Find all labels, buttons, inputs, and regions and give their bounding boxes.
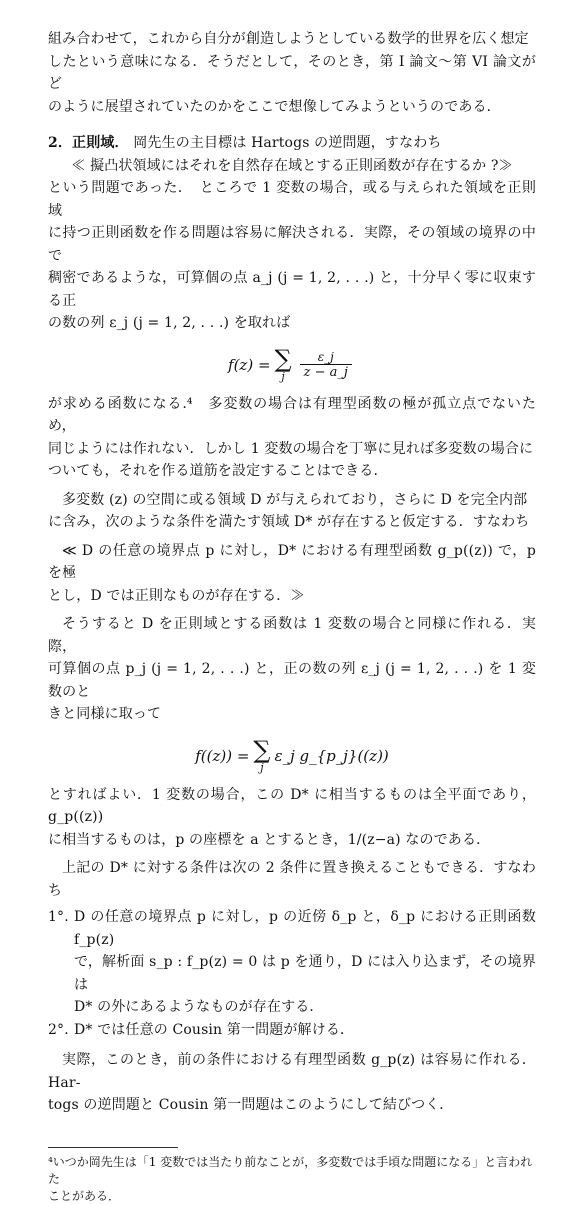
text-line: 可算個の点 p_j (j = 1, 2, . . .) と，正の数の列 ε_j (j = 1, 2, . . .) を 1 変数のと [48, 661, 536, 700]
paragraph-4 [48, 613, 536, 726]
sum-index: j [260, 760, 264, 774]
equation-2 [48, 732, 536, 780]
text-line: togs の逆問題と Cousin 第一問題はこのようにして結びつく． [48, 1097, 454, 1113]
fraction-numerator: ε_j [317, 349, 334, 364]
footnote-divider [48, 1147, 178, 1148]
quote-condition [48, 540, 536, 608]
paragraph-2 [48, 393, 536, 483]
list-item [48, 1019, 536, 1042]
paragraph-5 [48, 784, 536, 852]
section-heading-paragraph [48, 132, 536, 155]
fraction-denominator: z − a_j [303, 364, 348, 380]
summation-symbol: ∑ j [274, 344, 292, 383]
sum-index: j [281, 369, 285, 383]
text-line: ≪ D の任意の境界点 p に対し，D* における有理型函数 g_p((z)) で，p を極 [48, 542, 536, 581]
footnote [48, 1154, 536, 1205]
text-line: 組み合わせて，これから自分が創造しようとしている数学的世界を広く想定 [48, 31, 529, 47]
list-item-label: 1°. [48, 909, 69, 925]
condition-list [48, 906, 536, 1041]
paragraph-7 [48, 1049, 536, 1117]
text-line: 同じようには作れない．しかし 1 変数の場合を丁寧に見れば多変数の場合に [48, 440, 534, 457]
text-line: で，解析面 s_p : f_p(z) = 0 は p を通り，D には入り込まず，その境界は [74, 954, 536, 993]
text-line: そうすると D を正則域とする函数は 1 変数の場合と同様に作れる．実際， [48, 616, 536, 655]
section-heading-text: 岡先生の主目標は Hartogs の逆問題，すなわち [133, 135, 442, 151]
text-line: D の任意の境界点 p に対し，p の近傍 δ_p と，δ_p における正則函数 f_p(z) [74, 909, 536, 948]
text-line: が求める函数になる.⁴ 多変数の場合は有理型函数の極が孤立点でないため， [48, 395, 536, 434]
text-line: とし，D では正則なものが存在する．≫ [48, 587, 305, 604]
paragraph-6: 上記の D* に対する条件は次の 2 条件に置き換えることもできる．すなわち [48, 860, 536, 899]
text-line: の数の列 ε_j (j = 1, 2, . . .) を取れば [48, 315, 291, 331]
equation-rhs: ε_j g_{p_j}((z)) [274, 746, 389, 765]
list-item-label: 2°. [48, 1021, 69, 1038]
text-line: 稠密であるような，可算個の点 a_j (j = 1, 2, . . .) と，十分早く零に収束する正 [48, 270, 536, 309]
footnote-line: ⁴いつか岡先生は「1 変数では当たり前なことが，多変数では手頃な問題になる」と言われた [48, 1154, 533, 1186]
text-line: に含み，次のような条件を満たす領域 D* が存在すると仮定する．すなわち [48, 514, 530, 530]
fraction [300, 350, 352, 380]
text-line: D* の外にあるようなものが存在する． [74, 999, 324, 1015]
quote-problem: ≪ 擬凸状領域にはそれを自然存在域とする正則函数が存在するか ?≫ [71, 157, 513, 174]
list-item [48, 906, 536, 1019]
text-line: という問題であった． ところで 1 変数の場合，或る与えられた領域を正則域 [48, 180, 536, 219]
text-line: に持つ正則函数を作る問題は容易に解決される．実際，その領域の境界の中で [48, 225, 536, 264]
text-line: ついても，それを作る道筋を設定することはできる． [48, 463, 388, 479]
text-line: D* では任意の Cousin 第一問題が解ける． [74, 1021, 355, 1038]
document-page [48, 28, 536, 1205]
text-line: したという意味になる．そうだとして，そのとき，第 I 論文〜第 VI 論文がど [48, 53, 536, 92]
intro-paragraph [48, 28, 536, 118]
section-title: 2．正則域． [48, 135, 129, 151]
equation-1 [48, 341, 536, 389]
text-line: 実際，このとき，前の条件における有理型函数 g_p(z) は容易に作れる．Har- [48, 1052, 536, 1091]
summation-symbol: ∑ j [253, 735, 271, 774]
text-line: とすればよい．1 変数の場合，この D* に相当するものは全平面であり，g_p((z)) [48, 786, 536, 825]
text-line: に相当するものは，p の座標を a とするとき，1/(z−a) なのである． [48, 831, 491, 848]
text-line: きと同様に取って [48, 706, 162, 722]
paragraph-1 [48, 177, 536, 335]
text-line: のように展望されていたのかをここで想像してみようというのである． [48, 98, 501, 115]
footnote-line: ことがある． [48, 1188, 121, 1203]
equation-lhs: f((z)) = [195, 746, 250, 765]
text-line: 多変数 (z) の空間に或る領域 D が与えられており，さらに D を完全内部 [62, 491, 528, 508]
equation-lhs: f(z) = [228, 355, 271, 374]
paragraph-3 [48, 489, 536, 534]
